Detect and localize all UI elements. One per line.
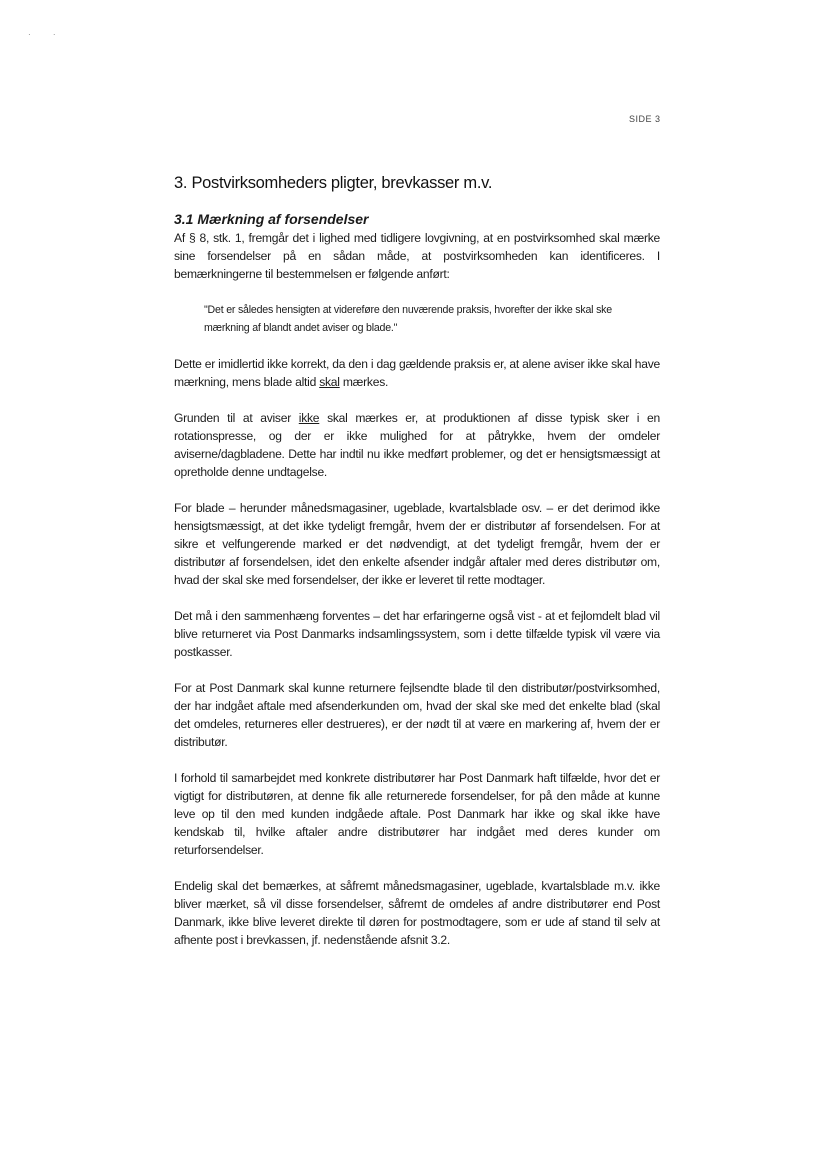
paragraph-1-underlined: skal	[319, 375, 340, 389]
paragraph-2-underlined: ikke	[298, 411, 320, 425]
paragraph-2-start: Grunden til at aviser	[174, 411, 291, 425]
paragraph-4: Det må i den sammenhæng forventes – det har erfaringerne også vist - at et fejlomdelt blad vil blive returneret via Post Danmarks indsamlingssystem, som i dette tilfælde typisk vil være via postkasser.	[174, 609, 660, 659]
paragraph-5: For at Post Danmark skal kunne returnere fejlsendte blade til den distributør/postvirksomhed, der har indgået aftale med afsenderkunden om, hvad der skal ske med det enkelte blad (skal det omdeles, returneres eller destrueres), er der nødt til at være en markering af, hvem der er distributør.	[174, 681, 660, 749]
paragraph-2-rest: skal mærkes er, at produktionen af disse typisk sker i en rotationspresse, og der er ikke mulighed for at påtrykke, hvem der omdeler aviserne/dagbladene. Dette har indtil nu ikke medført problemer, og det er hensigtsmæssigt at opretholde denne undtagelse.	[174, 411, 660, 479]
section-heading: 3. Postvirksomheders pligter, brevkasser m.v.	[174, 174, 493, 192]
paragraph-2	[174, 409, 660, 481]
paragraph-6: I forhold til samarbejdet med konkrete distributører har Post Danmark haft tilfælde, hvor det er vigtigt for distributøren, at denne fik alle returnerede forsendelser, for på den måde at kunne leve op til den med kunden indgåede aftale. Post Danmark har ikke og skal ikke have kendskab til, hvilke aftaler andre distributører har indgået med deres kunder om returforsendelser.	[174, 771, 660, 857]
page-number: SIDE 3	[629, 114, 661, 124]
paragraph-1	[174, 355, 660, 391]
paragraph-7: Endelig skal det bemærkes, at såfremt månedsmagasiner, ugeblade, kvartalsblade m.v. ikke bliver mærket, så vil disse forsendelser, såfremt de omdeles af andre distributører end Post Danmark, ikke blive leveret direkte til døren for postmodtagere, som er ude af stand til selv at afhente post i brevkassen, jf. nedenstående afsnit 3.2.	[174, 879, 660, 947]
intro-paragraph: Af § 8, stk. 1, fremgår det i lighed med tidligere lovgivning, at en postvirksomhed skal mærke sine forsendelser på en sådan måde, at postvirksomheden kan identificeres. I bemærkningerne til bestemmelsen er følgende anført:	[174, 231, 660, 281]
paragraph-3: For blade – herunder månedsmagasiner, ugeblade, kvartalsblade osv. – er det derimod ikke hensigtsmæssigt, at det ikke tydeligt fremgår, hvem der er distributør af forsendelsen. For at sikre et velfungerende marked er det nødvendigt, at det tydeligt fremgår, hvem der er distributør af forsendelsen, idet den enkelte afsender indgår aftaler med deres distributør om, hvad der skal ske med forsendelser, der ikke er leveret til rette modtager.	[174, 501, 660, 587]
scan-specks: · ·	[28, 30, 66, 39]
document-body	[174, 174, 660, 967]
paragraph-1-text: Dette er imidlertid ikke korrekt, da den i dag gældende praksis er, at alene aviser ikke skal have mærkning, mens blade altid	[174, 357, 660, 389]
subsection-heading: 3.1 Mærkning af forsendelser	[174, 211, 369, 227]
paragraph-1-end: mærkes.	[342, 375, 389, 389]
quote-block: "Det er således hensigten at videreføre den nuværende praksis, hvorefter der ikke skal ske mærkning af blandt andet aviser og blade."	[204, 304, 612, 334]
